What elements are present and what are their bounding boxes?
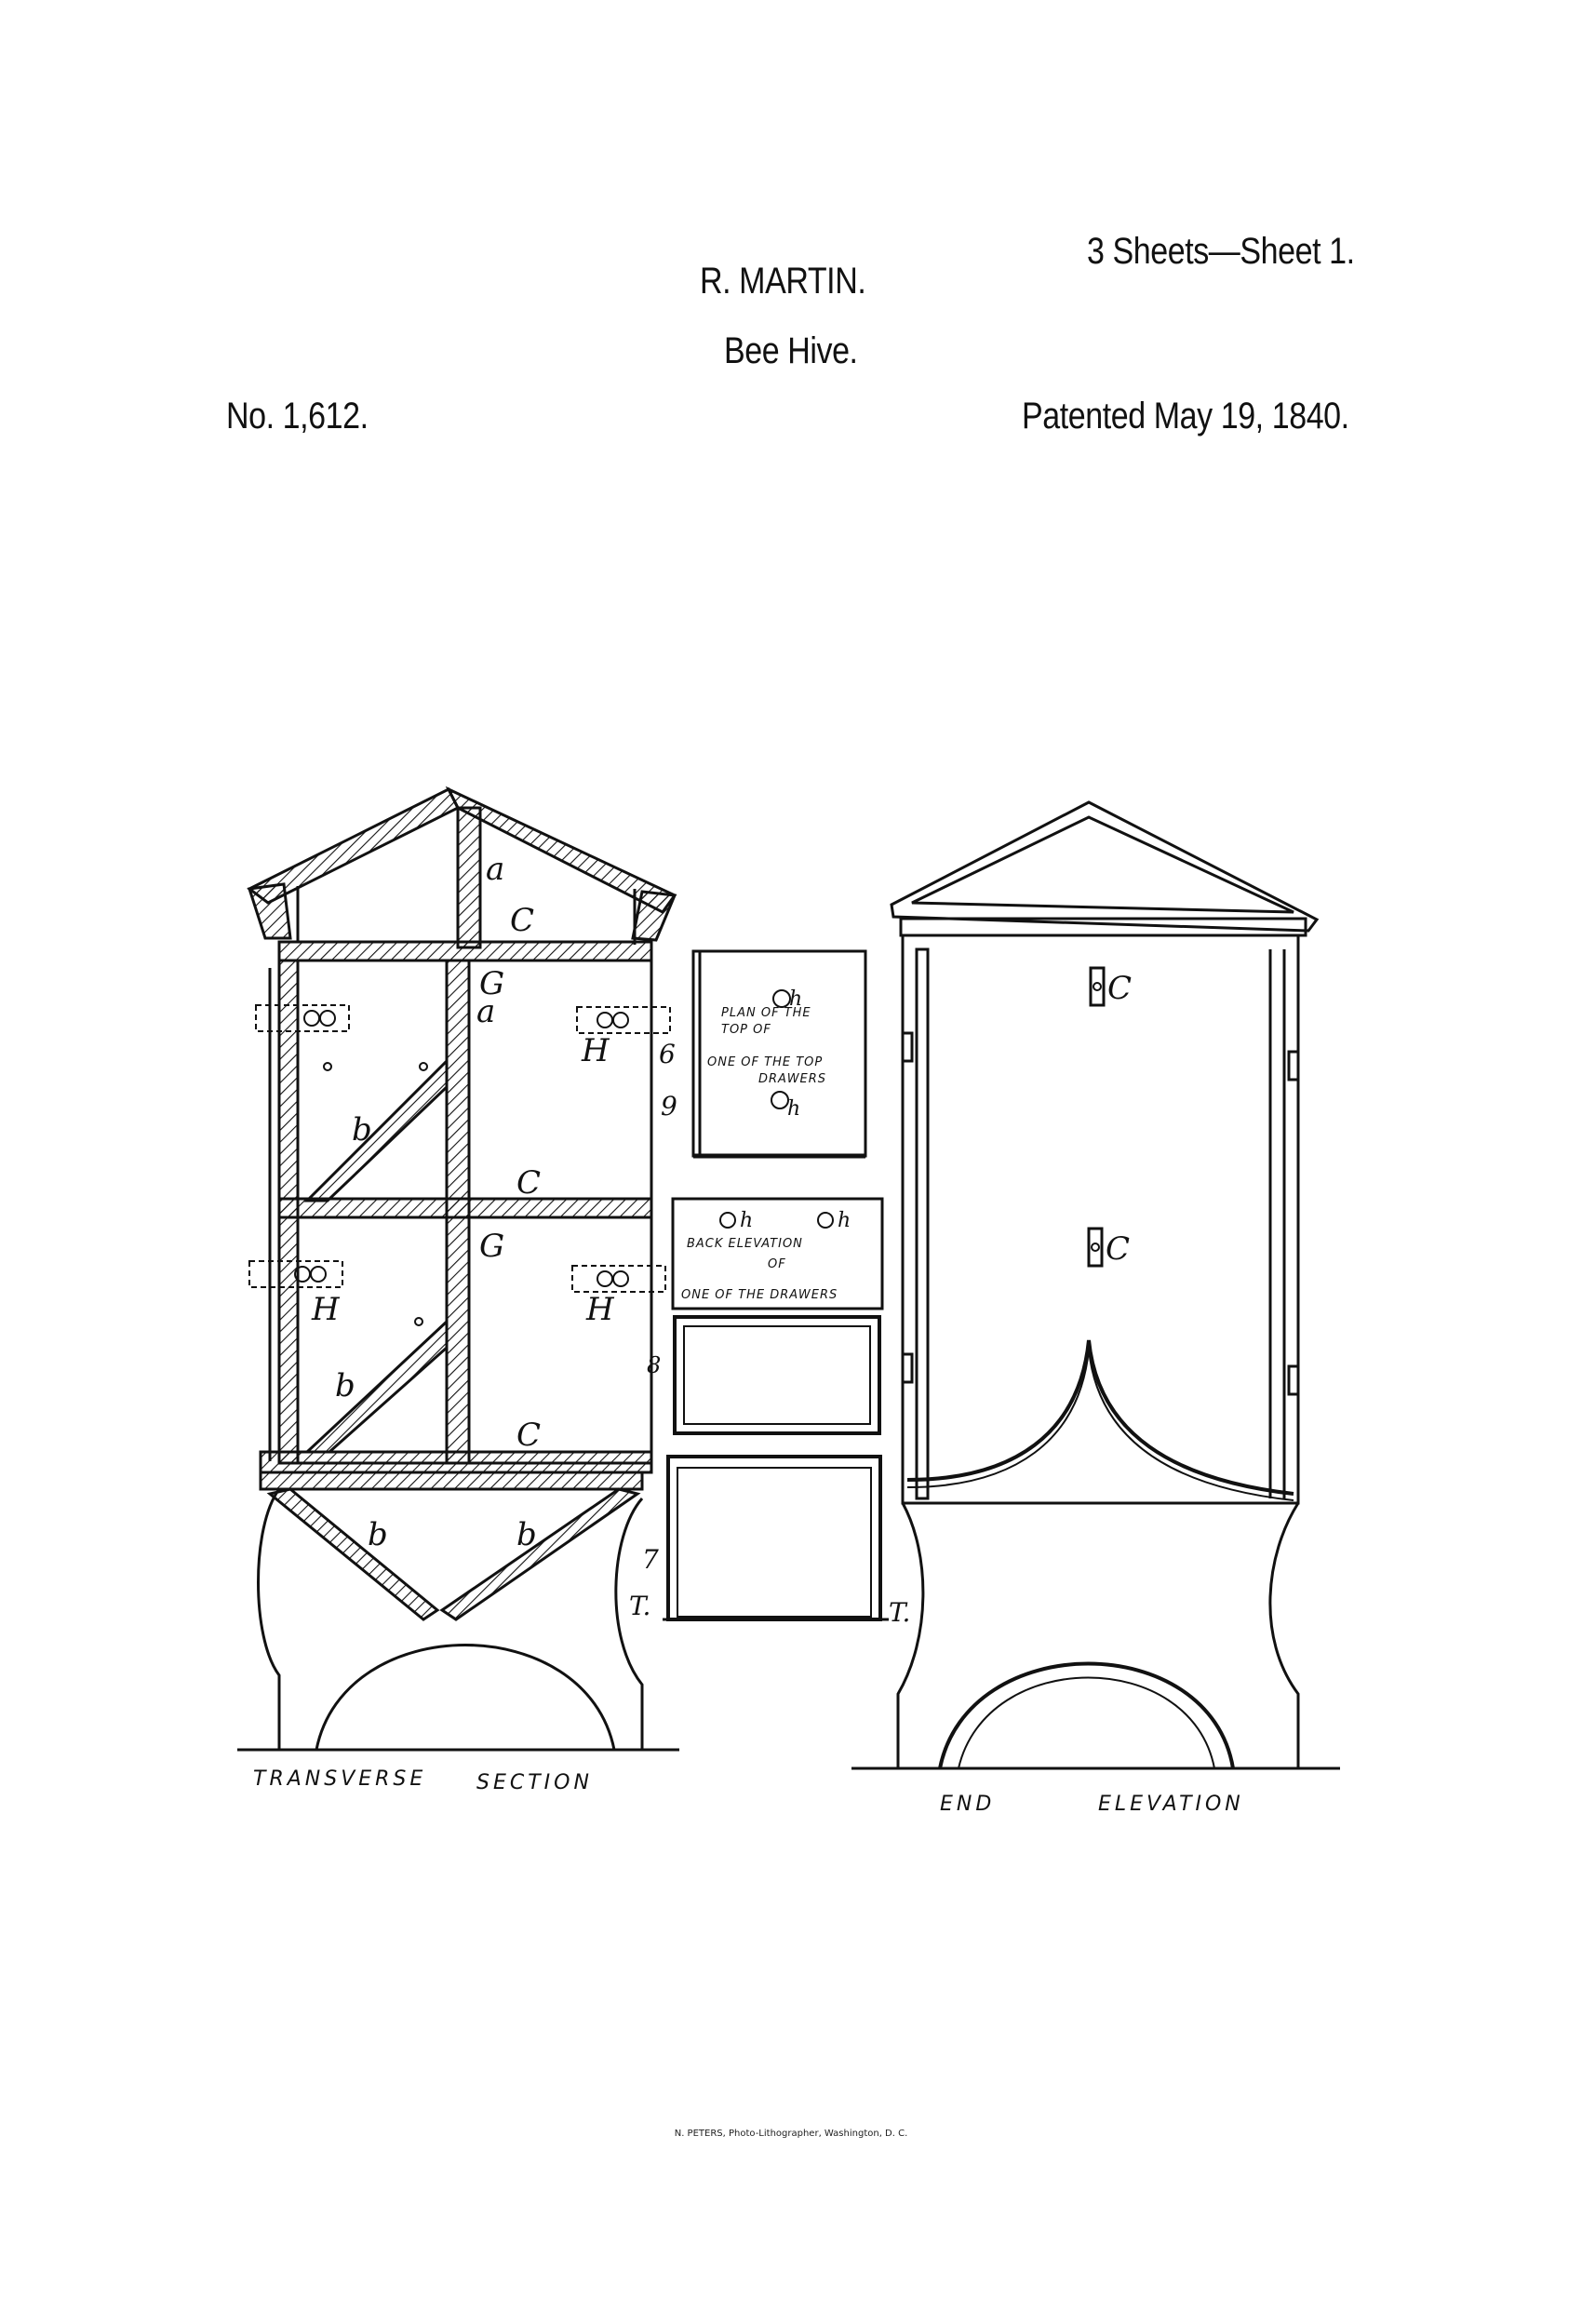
plan-caption-line: DRAWERS: [758, 1072, 827, 1086]
invention-title: Bee Hive.: [724, 330, 858, 371]
stand-right-curve: [1270, 1503, 1298, 1768]
label-c: C: [516, 1164, 542, 1202]
stand-right-curve: [616, 1498, 642, 1750]
bottom-shelf: [261, 1452, 651, 1472]
back-h-left: h: [740, 1209, 754, 1232]
lower-drawer-box: [668, 1457, 880, 1619]
side-number: 6: [659, 1039, 676, 1069]
back-h-right: h: [838, 1209, 851, 1232]
transverse-section-figure: [237, 789, 679, 1750]
end-elevation-figure: [851, 802, 1340, 1768]
label-g: G: [479, 1228, 505, 1265]
back-caption-line: ONE OF THE DRAWERS: [681, 1288, 838, 1302]
label-t-left: T.: [629, 1591, 651, 1621]
label-a: a: [486, 851, 505, 888]
label-b: b: [516, 1516, 537, 1553]
back-caption-line: BACK ELEVATION: [687, 1237, 803, 1251]
hinge: [1289, 1052, 1298, 1080]
slide-upper-right: [577, 1007, 670, 1033]
inventor-name: R. MARTIN.: [700, 261, 866, 302]
back-elevation-text: [681, 1209, 851, 1302]
stand-arch: [316, 1646, 614, 1751]
label-h: H: [312, 1291, 340, 1328]
caption-transverse: TRANSVERSE: [253, 1767, 427, 1791]
hinge: [1289, 1366, 1298, 1394]
label-a: a: [476, 993, 496, 1030]
door-left-stile: [917, 949, 928, 1498]
plan-h-top: h: [789, 987, 803, 1011]
label-c: C: [1106, 1230, 1131, 1268]
label-c: C: [510, 902, 535, 939]
plan-caption-line: PLAN OF THE: [721, 1006, 811, 1020]
patent-date: Patented May 19, 1840.: [1022, 396, 1349, 437]
plan-h-bottom: h: [787, 1097, 801, 1121]
cabinet-outline: [903, 935, 1298, 1503]
plan-of-top-drawer-text: [707, 987, 826, 1121]
cornice: [901, 919, 1306, 935]
plan-caption-line: ONE OF THE TOP: [707, 1055, 824, 1069]
transverse-section-labels: [253, 851, 615, 1794]
sheet-count: 3 Sheets—Sheet 1.: [1087, 231, 1355, 272]
end-elevation-labels: [940, 970, 1244, 1816]
ceiling-board: [279, 942, 651, 960]
label-g: G: [479, 965, 505, 1002]
plan-caption-line: TOP OF: [721, 1023, 771, 1037]
hinge: [903, 1354, 912, 1382]
caption-elevation: ELEVATION: [1098, 1793, 1244, 1816]
drawer-front-box: [675, 1317, 879, 1433]
label-c: C: [1107, 970, 1133, 1007]
side-number: 7: [642, 1544, 659, 1575]
ogee-arch: [907, 1340, 1294, 1494]
label-b: b: [335, 1367, 355, 1404]
roof-center-post: [458, 808, 480, 947]
plan-of-top-drawer-figure: [693, 951, 865, 1156]
patent-number: No. 1,612.: [226, 396, 369, 437]
side-number: 9: [661, 1091, 677, 1122]
funnel-right: [442, 1489, 637, 1619]
funnel-left: [270, 1489, 437, 1619]
stand-left-curve: [898, 1503, 923, 1768]
label-h: H: [582, 1032, 610, 1069]
lower-diagonal-brace: [307, 1322, 447, 1452]
back-caption-line: OF: [768, 1257, 786, 1271]
caption-end: END: [940, 1793, 996, 1816]
label-t-right: T.: [889, 1597, 911, 1628]
hinge: [903, 1033, 912, 1061]
roof-eave-left: [249, 884, 290, 938]
stand-left-curve: [259, 1489, 280, 1750]
label-b: b: [368, 1516, 388, 1553]
label-b: b: [352, 1111, 372, 1149]
middle-shelf: [279, 1199, 651, 1217]
stand-arch: [940, 1664, 1233, 1769]
caption-section: SECTION: [476, 1771, 593, 1794]
upper-diagonal-brace: [307, 1061, 447, 1201]
side-number: 8: [647, 1352, 662, 1378]
label-h: H: [586, 1291, 614, 1328]
lithographer-credit: N. PETERS, Photo-Lithographer, Washington, D. C.: [674, 2129, 908, 2139]
label-c: C: [516, 1417, 542, 1454]
